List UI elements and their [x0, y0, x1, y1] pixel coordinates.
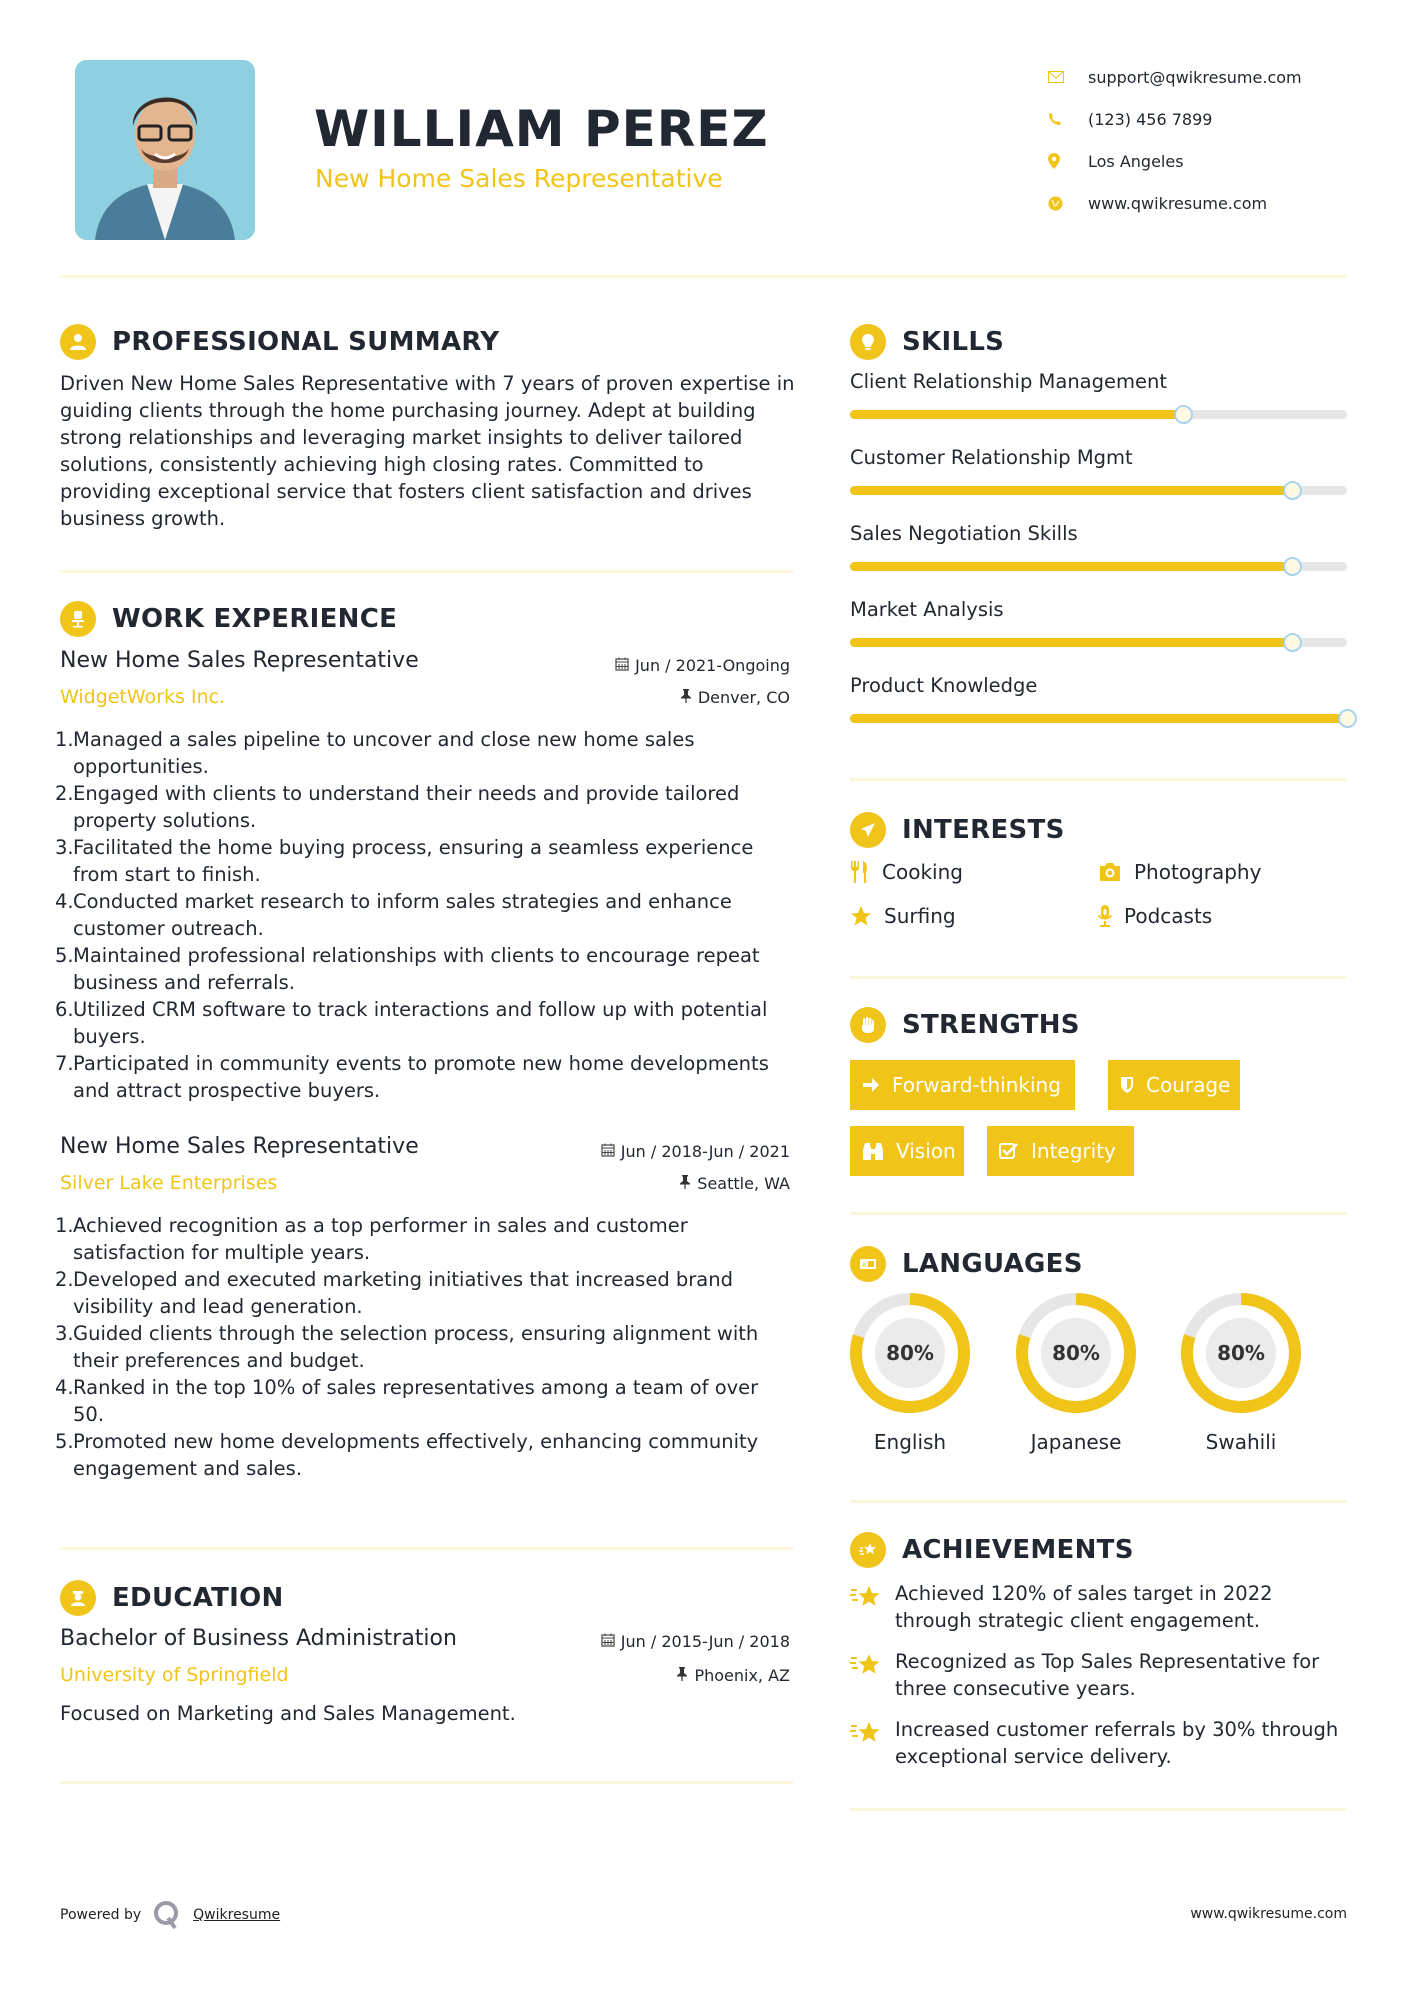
- job-bullet: 2. Engaged with clients to understand their needs and provide tailored property solutions.: [55, 782, 740, 832]
- map-pin-icon: [1048, 153, 1088, 169]
- skill-label: Market Analysis: [850, 598, 1004, 621]
- binoculars-icon: [862, 1141, 884, 1161]
- strength-label: Vision: [896, 1139, 956, 1163]
- interest-label: Surfing: [884, 904, 956, 928]
- skill-slider-fill: [850, 638, 1292, 647]
- language-english: [849, 1292, 971, 1454]
- lightbulb-icon: [850, 324, 886, 360]
- job-bullet: 4. Ranked in the top 10% of sales representatives among a team of over 50.: [55, 1376, 759, 1426]
- powered-by: [60, 1900, 280, 1930]
- calendar-icon: [601, 1632, 615, 1651]
- camera-icon: [1098, 862, 1122, 882]
- contact-location: [1048, 140, 1302, 182]
- paper-plane-icon: [850, 812, 886, 848]
- achievements-title: ACHIEVEMENTS: [902, 1535, 1134, 1565]
- skill-label: Sales Negotiation Skills: [850, 522, 1078, 545]
- skill-slider-knob[interactable]: [1174, 405, 1193, 424]
- language-label: English: [873, 1430, 947, 1454]
- calendar-icon: [601, 1142, 615, 1161]
- qwikresume-logo-icon: [153, 1900, 181, 1930]
- summary-title: PROFESSIONAL SUMMARY: [112, 327, 500, 357]
- skill-slider-knob[interactable]: [1283, 557, 1302, 576]
- contact-email-value: support@qwikresume.com: [1088, 67, 1302, 87]
- skill-slider-knob[interactable]: [1283, 481, 1302, 500]
- strengths-divider: [850, 1212, 1347, 1215]
- interests-heading: [850, 812, 1065, 848]
- strength-label: Integrity: [1031, 1139, 1116, 1163]
- language-progress-ring: [849, 1292, 971, 1414]
- checkbox-icon: [999, 1142, 1019, 1160]
- job-bullet: 7. Participated in community events to promote new home developments and attract prospective buyers.: [55, 1052, 769, 1102]
- language-label: Swahili: [1205, 1430, 1277, 1454]
- work-title: WORK EXPERIENCE: [112, 604, 398, 634]
- skills-title: SKILLS: [902, 327, 1005, 357]
- language-percent: 80%: [1052, 1341, 1100, 1365]
- interest-cooking: [850, 860, 963, 884]
- summary-text: Driven New Home Sales Representative with 7 years of proven expertise in guiding clients through the home purchasing journey. Adept at building strong relationships and leveraging market insights to deliver tailored solutions, consistently achieving high closing rates. Committed to providing exceptional service that fosters client satisfaction and drives business growth.: [60, 372, 795, 530]
- contact-website-value: www.qwikresume.com: [1088, 193, 1268, 213]
- graduate-icon: [60, 1580, 96, 1616]
- skill-label: Product Knowledge: [850, 674, 1038, 697]
- achievement-text: Achieved 120% of sales target in 2022 through strategic client engagement.: [895, 1582, 1273, 1632]
- school-name: University of Springfield: [60, 1664, 289, 1686]
- pushpin-icon: [680, 688, 692, 707]
- achievement-item: [850, 1580, 1350, 1634]
- languages-divider: [850, 1500, 1347, 1503]
- footer-website-link[interactable]: www.qwikresume.com: [1190, 1906, 1347, 1922]
- achievement-item: [850, 1648, 1350, 1702]
- achievement-text: Increased customer referrals by 30% through exceptional service delivery.: [895, 1718, 1339, 1768]
- languages-title: LANGUAGES: [902, 1249, 1083, 1279]
- skill-slider-knob[interactable]: [1338, 709, 1357, 728]
- job-location: [680, 688, 790, 707]
- job-bullets: [55, 1212, 795, 1482]
- interests-title: INTERESTS: [902, 815, 1065, 845]
- skill-item: [850, 674, 1350, 723]
- language-swahili: [1180, 1292, 1302, 1454]
- education-location: [676, 1666, 790, 1685]
- education-dates-value: Jun / 2015-Jun / 2018: [620, 1632, 790, 1651]
- job-location-value: Seattle, WA: [697, 1174, 790, 1193]
- star-burst-icon: [850, 1648, 895, 1702]
- translate-icon: [850, 1246, 886, 1282]
- header-divider: [60, 275, 1347, 278]
- strength-label: Forward-thinking: [892, 1073, 1061, 1097]
- skill-slider-track[interactable]: [850, 410, 1347, 419]
- office-chair-icon: [60, 601, 96, 637]
- skill-item: [850, 598, 1350, 647]
- languages-heading: [850, 1246, 1083, 1282]
- job-bullet: 1. Managed a sales pipeline to uncover and close new home sales opportunities.: [55, 728, 695, 778]
- job-bullet: 5. Maintained professional relationships with clients to encourage repeat business and referrals.: [55, 944, 760, 994]
- skill-item: [850, 370, 1350, 419]
- strength-label: Courage: [1146, 1073, 1231, 1097]
- skills-heading: [850, 324, 1004, 360]
- language-percent: 80%: [886, 1341, 934, 1365]
- job-bullet: 3. Facilitated the home buying process, ensuring a seamless experience from start to finish.: [55, 836, 754, 886]
- skill-item: [850, 522, 1350, 571]
- language-label: Japanese: [1030, 1430, 1122, 1454]
- interest-label: Podcasts: [1124, 904, 1213, 928]
- job-bullet: 3. Guided clients through the selection process, ensuring alignment with their preferences and budget.: [55, 1322, 759, 1372]
- user-icon: [60, 324, 96, 360]
- raised-fist-icon: [850, 1007, 886, 1043]
- candidate-name: WILLIAM PEREZ: [314, 100, 769, 158]
- job-dates-value: Jun / 2018-Jun / 2021: [620, 1142, 790, 1161]
- skill-label: Client Relationship Management: [850, 370, 1168, 393]
- job-title: New Home Sales Representative: [60, 648, 419, 673]
- summary-heading: [60, 324, 499, 360]
- strength-tag-courage: [1108, 1060, 1240, 1110]
- job-bullet: 1. Achieved recognition as a top performer in sales and customer satisfaction for multiple years.: [55, 1214, 688, 1264]
- language-percent: 80%: [1217, 1341, 1265, 1365]
- interest-surfing: [850, 904, 956, 928]
- skill-slider-track[interactable]: [850, 486, 1347, 495]
- achievements-divider: [850, 1808, 1347, 1811]
- fork-knife-icon: [850, 861, 870, 883]
- education-dates: [601, 1632, 790, 1651]
- job-location-value: Denver, CO: [697, 688, 790, 707]
- job-company: WidgetWorks Inc.: [60, 686, 226, 708]
- achievement-item: [850, 1716, 1350, 1770]
- interest-label: Photography: [1134, 860, 1262, 884]
- star-burst-icon: [850, 1580, 895, 1634]
- arrow-right-icon: [862, 1077, 880, 1093]
- candidate-title: New Home Sales Representative: [315, 164, 723, 193]
- contact-email[interactable]: [1048, 56, 1302, 98]
- microphone-icon: [1098, 905, 1112, 927]
- job-dates: [601, 1142, 790, 1161]
- education-heading: [60, 1580, 284, 1616]
- contact-phone[interactable]: [1048, 98, 1302, 140]
- education-title: EDUCATION: [112, 1583, 284, 1613]
- contact-list: [1048, 56, 1302, 224]
- shield-icon: [1120, 1076, 1134, 1094]
- interest-photography: [1098, 860, 1261, 884]
- contact-website[interactable]: [1048, 182, 1302, 224]
- skill-slider-track[interactable]: [850, 562, 1347, 571]
- star-icon: [850, 905, 872, 927]
- interests-divider: [850, 976, 1347, 979]
- star-burst-icon: [850, 1716, 895, 1770]
- strengths-heading: [850, 1007, 1080, 1043]
- achievement-text: Recognized as Top Sales Representative for three consecutive years.: [895, 1650, 1320, 1700]
- job-company: Silver Lake Enterprises: [60, 1172, 278, 1194]
- skill-slider-fill: [850, 486, 1292, 495]
- skill-slider-knob[interactable]: [1283, 633, 1302, 652]
- language-progress-ring: [1015, 1292, 1137, 1414]
- qwikresume-link[interactable]: Qwikresume: [193, 1907, 281, 1923]
- language-progress-ring: [1180, 1292, 1302, 1414]
- profile-photo: [75, 60, 255, 240]
- summary-divider: [60, 570, 793, 573]
- skills-divider: [850, 778, 1347, 781]
- strength-tag-vision: [850, 1126, 964, 1176]
- skill-label: Customer Relationship Mgmt: [850, 446, 1133, 469]
- person-portrait-icon: [75, 60, 255, 240]
- envelope-icon: [1048, 71, 1088, 83]
- skill-slider-track[interactable]: [850, 714, 1347, 723]
- job-dates-value: Jun / 2021-Ongoing: [635, 656, 790, 675]
- achievements-heading: [850, 1532, 1134, 1568]
- education-location-value: Phoenix, AZ: [694, 1666, 790, 1685]
- calendar-icon: [615, 656, 629, 675]
- phone-icon: [1048, 112, 1088, 126]
- job-bullets: [55, 726, 795, 1104]
- job-bullet: 5. Promoted new home developments effectively, enhancing community engagement and sales.: [55, 1430, 759, 1480]
- job-bullet: 2. Developed and executed marketing initiatives that increased brand visibility and lead generation.: [55, 1268, 733, 1318]
- skill-slider-fill: [850, 410, 1183, 419]
- job-dates: [615, 656, 790, 675]
- education-divider: [60, 1781, 793, 1784]
- strength-tag-integrity: [987, 1126, 1134, 1176]
- skill-slider-track[interactable]: [850, 638, 1347, 647]
- skill-item: [850, 446, 1350, 495]
- strength-tag-forward-thinking: [850, 1060, 1075, 1110]
- interest-podcasts: [1098, 904, 1212, 928]
- strengths-title: STRENGTHS: [902, 1010, 1080, 1040]
- globe-icon: [1048, 196, 1088, 211]
- language-japanese: [1015, 1292, 1137, 1454]
- contact-location-value: Los Angeles: [1088, 151, 1184, 171]
- svg-text:A: A: [862, 1262, 867, 1269]
- pushpin-icon: [679, 1174, 691, 1193]
- trophy-star-icon: [850, 1532, 886, 1568]
- powered-by-label: Powered by: [60, 1907, 142, 1923]
- job-bullet: 6. Utilized CRM software to track interactions and follow up with potential buyers.: [55, 998, 768, 1048]
- job-title: New Home Sales Representative: [60, 1134, 419, 1159]
- pushpin-icon: [676, 1666, 688, 1685]
- skill-slider-fill: [850, 714, 1347, 723]
- contact-phone-value: (123) 456 7899: [1088, 109, 1213, 129]
- job-bullet: 4. Conducted market research to inform sales strategies and enhance customer outreach.: [55, 890, 732, 940]
- job-location: [679, 1174, 790, 1193]
- interest-label: Cooking: [882, 860, 963, 884]
- work-divider: [60, 1547, 793, 1550]
- work-heading: [60, 601, 397, 637]
- education-description: Focused on Marketing and Sales Management.: [60, 1702, 516, 1725]
- degree-title: Bachelor of Business Administration: [60, 1626, 457, 1651]
- skill-slider-fill: [850, 562, 1292, 571]
